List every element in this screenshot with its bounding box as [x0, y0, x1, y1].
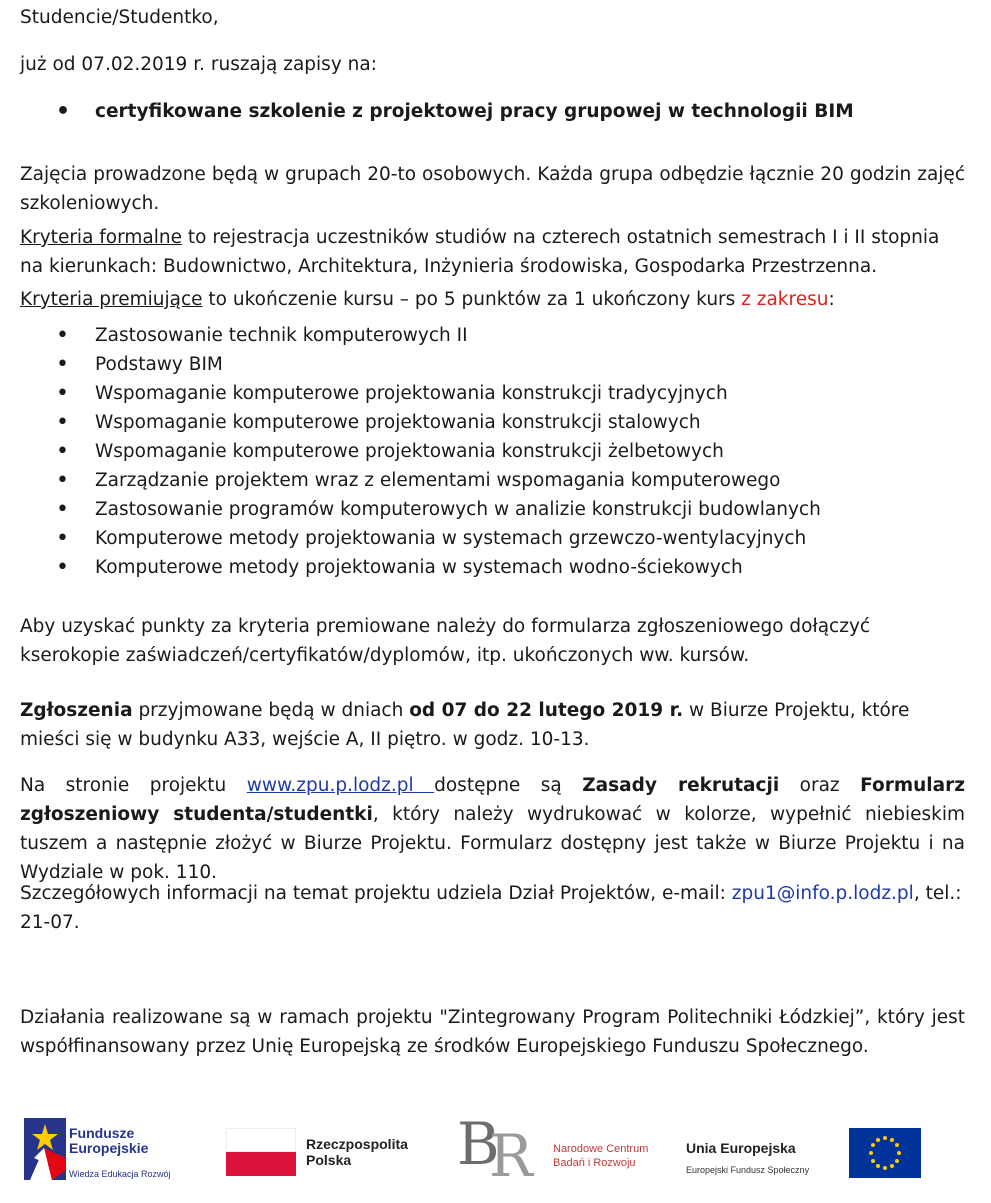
premium-criteria-label: Kryteria premiujące [20, 289, 203, 310]
premium-criteria-text: to ukończenie kursu – po 5 punktów za 1 ukończony kurs [202, 289, 742, 310]
website-text-and: oraz [779, 775, 861, 796]
project-website-link[interactable]: www.zpu.p.lodz.pl [246, 775, 435, 796]
course-item: • Komputerowe metody projektowania w systemach wodno-ściekowych [20, 553, 821, 582]
fundusze-europejskie-logo [24, 1110, 214, 1190]
greeting: Studencie/Studentko, [20, 7, 219, 28]
unia-europejska-logo [686, 1110, 926, 1190]
rzeczpospolita-polska-logo [226, 1110, 426, 1190]
premium-criteria-paragraph [20, 285, 965, 314]
website-text-intro: Na stronie projektu [20, 775, 247, 796]
website-text-available: dostępne są [434, 775, 583, 796]
headline-list [20, 97, 854, 126]
formal-criteria-paragraph [20, 223, 965, 281]
ue-fund-name: Europejski Fundusz Społeczny [686, 1165, 810, 1175]
funding-paragraph: Działania realizowane są w ramach projektu "Zintegrowany Program Politechniki Łódzkiej”, który jest współfinansowany przez Unię Europejską ze środków Europejskiego Funduszu Społecznego. [20, 1007, 965, 1057]
headline-item: • certyfikowane szkolenie z projektowej pracy grupowej w technologii BIM [20, 97, 854, 126]
recruitment-rules-label: Zasady rekrutacji [582, 775, 780, 796]
fe-star-icon [24, 1118, 66, 1180]
ue-name: Unia Europejska [686, 1140, 796, 1156]
ncbr-logo [455, 1110, 665, 1190]
applications-bold-label: Zgłoszenia [20, 700, 133, 721]
applications-text: przyjmowane będą w dniach [132, 700, 410, 721]
logo-bar [0, 1110, 991, 1203]
ncbr-name: Narodowe Centrum Badań i Rozwoju [553, 1143, 649, 1169]
polish-flag-icon [226, 1128, 296, 1176]
formal-criteria-label: Kryteria formalne [20, 227, 183, 248]
contact-paragraph [20, 879, 965, 937]
fe-name: Fundusze Europejskie [69, 1125, 149, 1156]
intro-line: już od 07.02.2019 r. ruszają zapisy na: [20, 54, 377, 75]
applications-location: w Biurze Projektu, które mieści się w budynku A33, wejście A, II piętro. w godz. 10-13. [20, 700, 910, 750]
contact-email-link[interactable]: zpu1@info.p.lodz.pl [731, 883, 914, 904]
formal-criteria-text: to rejestracja uczestników studiów na czterech ostatnich semestrach I i II stopnia na kierunkach: Budownictwo, Architektura, Inżynieria środowiska, Gospodarka Przestrzenna. [20, 227, 940, 277]
website-text-instructions: , który należy wydrukować w kolorze, wypełnić niebieskim tuszem a następnie złożyć w Biurze Projektu. Formularz dostępny jest także w Biurze Projektu i na Wydziale w pok. 110. [20, 804, 965, 883]
ncbr-br-icon [455, 1114, 545, 1194]
groups-paragraph: Zajęcia prowadzone będą w grupach 20-to osobowych. Każda grupa odbędzie łącznie 20 godzin zajęć szkoleniowych. [20, 164, 965, 214]
premium-criteria-colon: : [828, 289, 835, 310]
course-item: • Wspomaganie komputerowe projektowania konstrukcji tradycyjnych [20, 379, 821, 408]
course-item: • Podstawy BIM [20, 350, 821, 379]
contact-phone: , tel.: 21-07. [20, 883, 962, 933]
rp-name: Rzeczpospolita Polska [306, 1136, 408, 1168]
website-paragraph [20, 771, 965, 887]
course-item: • Zarządzanie projektem wraz z elementami wspomagania komputerowego [20, 466, 821, 495]
contact-text: Szczegółowych informacji na temat projektu udziela Dział Projektów, e-mail: [20, 883, 732, 904]
course-item: • Wspomaganie komputerowe projektowania konstrukcji żelbetowych [20, 437, 821, 466]
course-item: • Komputerowe metody projektowania w systemach grzewczo-wentylacyjnych [20, 524, 821, 553]
course-item: • Wspomaganie komputerowe projektowania konstrukcji stalowych [20, 408, 821, 437]
application-form-label: Formularz zgłoszeniowy studenta/studentki [20, 775, 965, 825]
eu-flag-icon [849, 1128, 921, 1178]
applications-paragraph [20, 696, 965, 754]
fe-tagline: Wiedza Edukacja Rozwój [69, 1169, 171, 1179]
course-list [20, 321, 821, 582]
course-item: • Zastosowanie technik komputerowych II [20, 321, 821, 350]
points-paragraph: Aby uzyskać punkty za kryteria premiowane należy do formularza zgłoszeniowego dołączyć kserokopie zaświadczeń/certyfikatów/dyplomów, itp. ukończonych ww. kursów. [20, 616, 871, 666]
svg-text:R: R [489, 1122, 533, 1190]
course-item: • Zastosowanie programów komputerowych w analizie konstrukcji budowlanych [20, 495, 821, 524]
applications-dates: od 07 do 22 lutego 2019 r. [409, 700, 684, 721]
premium-criteria-red-text: z zakresu [741, 289, 829, 310]
svg-text:B: B [457, 1114, 500, 1178]
